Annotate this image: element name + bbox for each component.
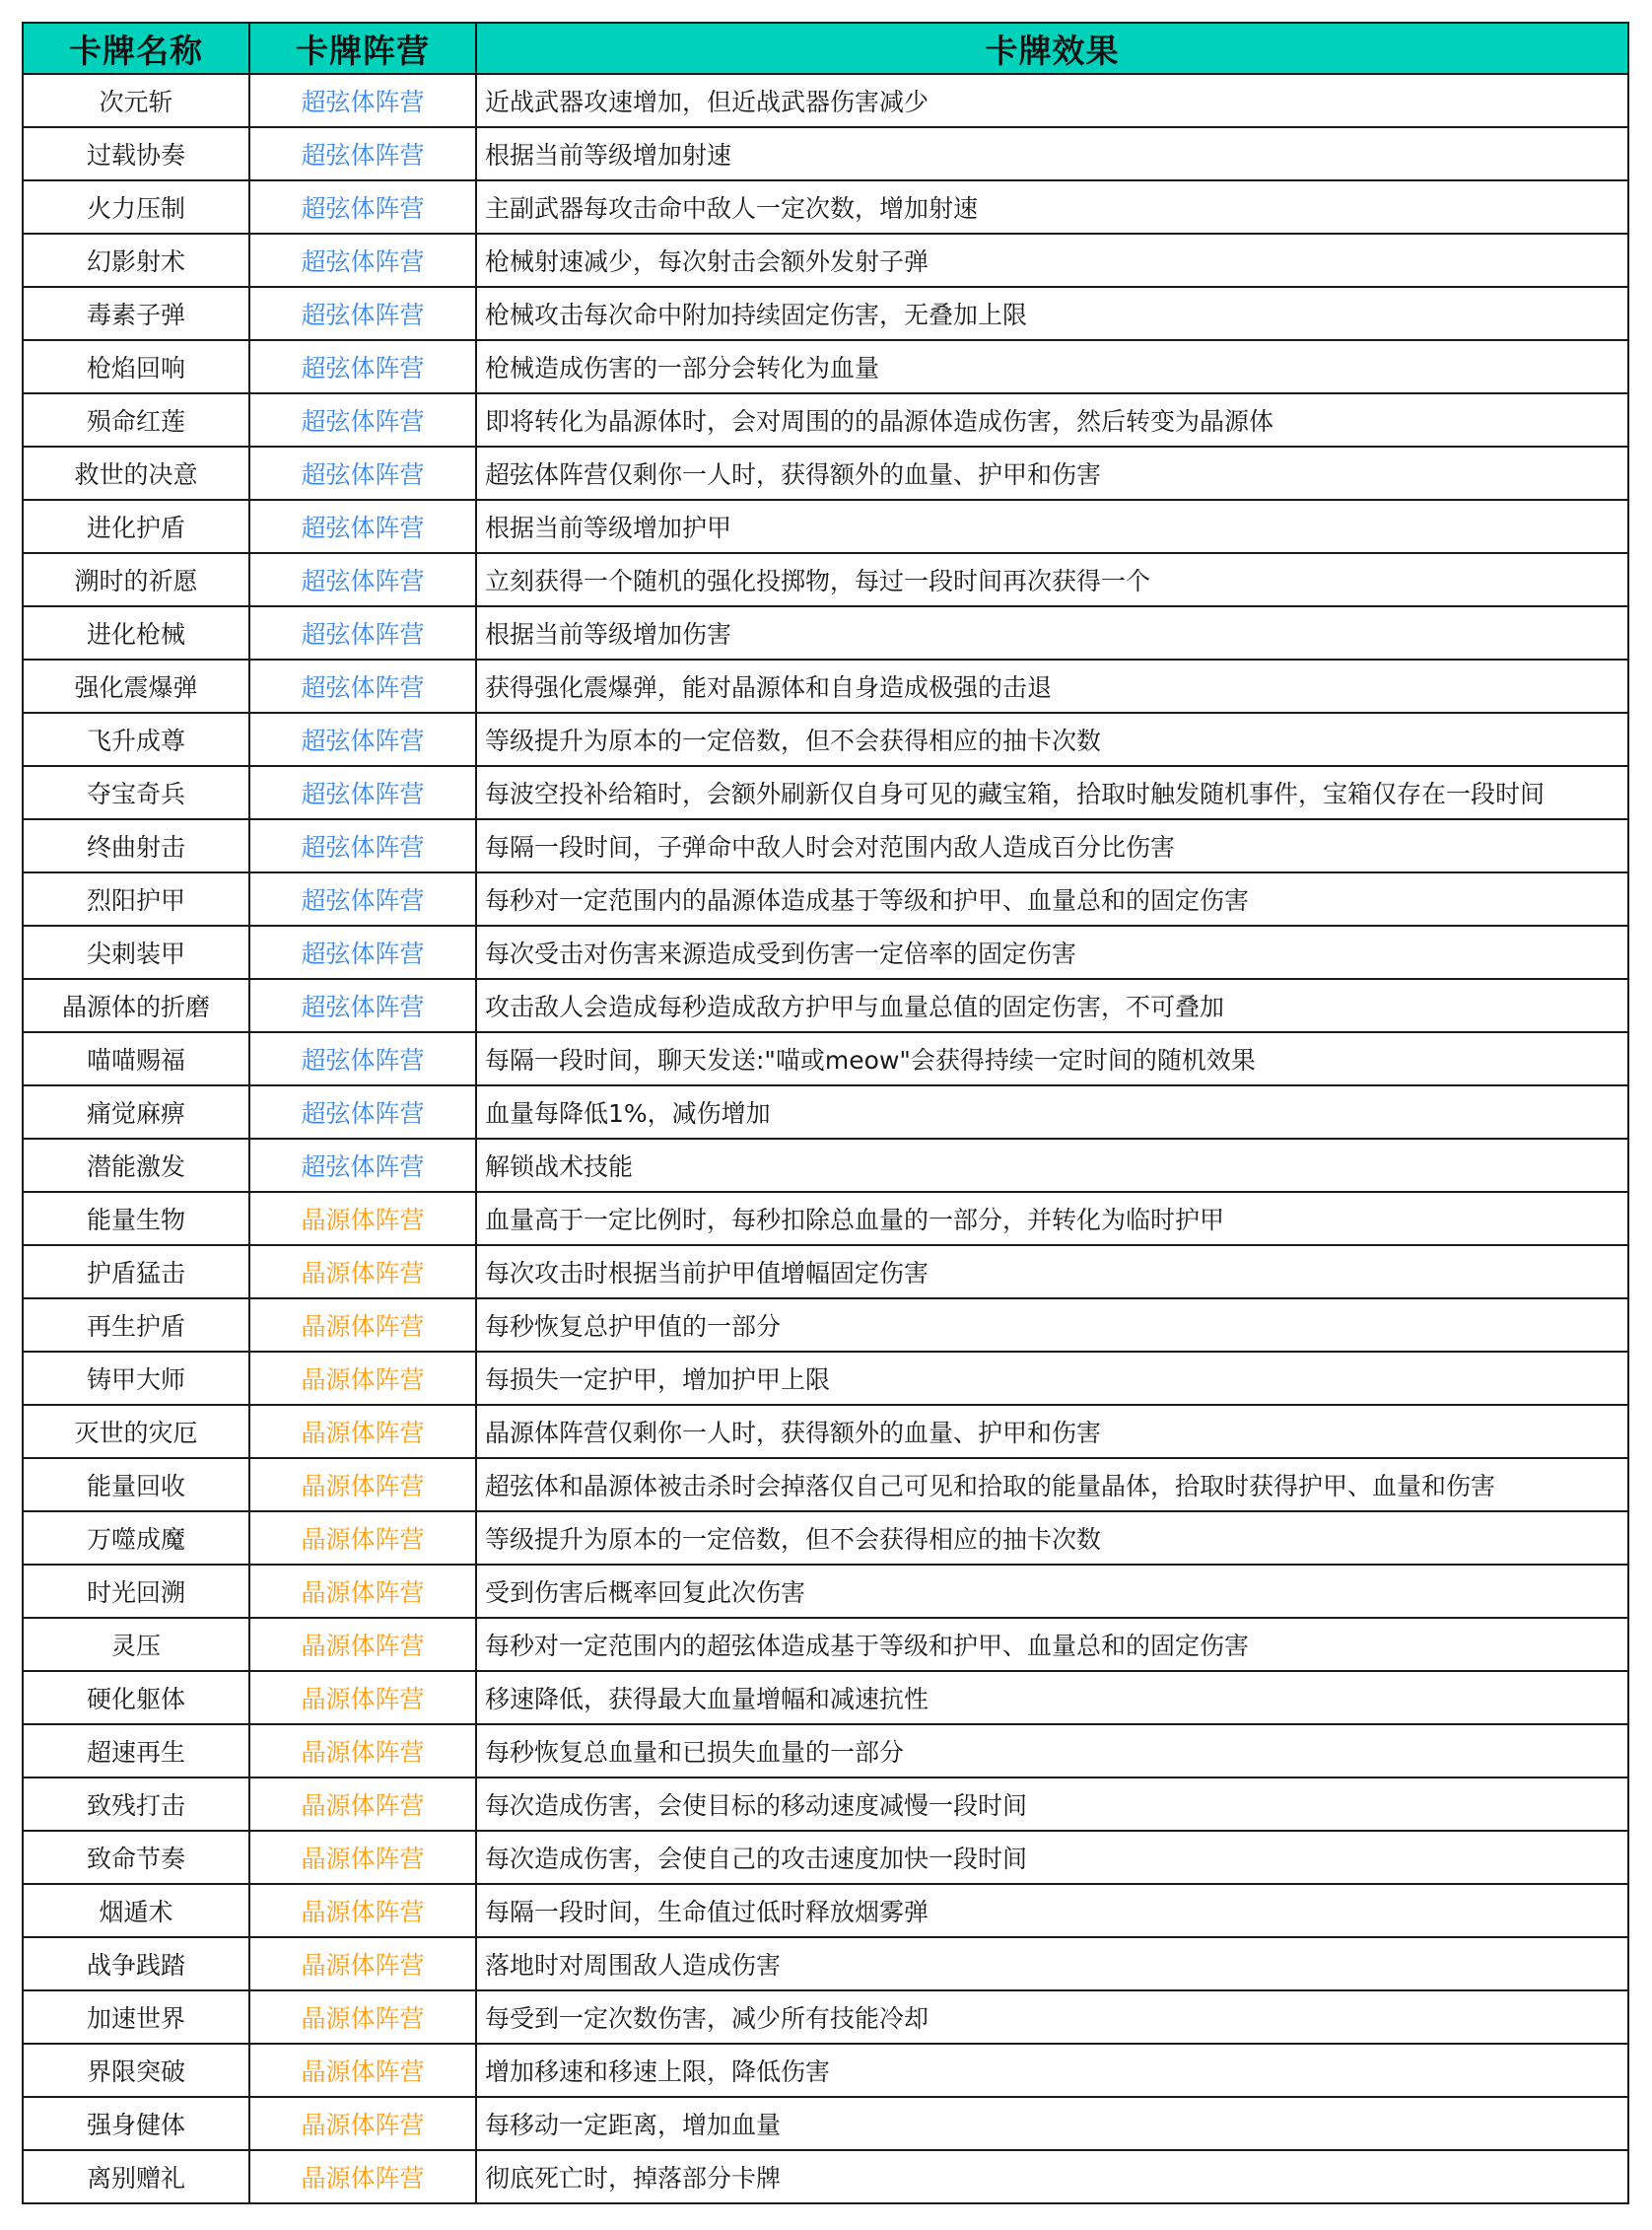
table-row	[23, 2097, 1628, 2150]
card-camp-cell: 晶源体阵营	[249, 1245, 476, 1298]
card-camp-cell: 晶源体阵营	[249, 1990, 476, 2044]
card-effect-cell: 枪械射速减少，每次射击会额外发射子弹	[476, 234, 1628, 287]
card-name-cell: 救世的决意	[23, 447, 249, 500]
card-effect-cell: 每秒恢复总护甲值的一部分	[476, 1298, 1628, 1352]
card-name-cell: 进化护盾	[23, 500, 249, 553]
card-name-cell: 时光回溯	[23, 1565, 249, 1618]
card-effect-cell: 等级提升为原本的一定倍数，但不会获得相应的抽卡次数	[476, 1511, 1628, 1565]
card-name-cell: 超速再生	[23, 1724, 249, 1777]
card-camp-cell: 晶源体阵营	[249, 1352, 476, 1405]
card-name-cell: 烈阳护甲	[23, 872, 249, 926]
card-effect-cell: 每次造成伤害，会使目标的移动速度减慢一段时间	[476, 1777, 1628, 1831]
table-row	[23, 1192, 1628, 1245]
card-name-cell: 痛觉麻痹	[23, 1085, 249, 1139]
card-name-cell: 战争践踏	[23, 1937, 249, 1990]
card-effect-cell: 获得强化震爆弹，能对晶源体和自身造成极强的击退	[476, 660, 1628, 713]
card-effect-cell: 枪械攻击每次命中附加持续固定伤害，无叠加上限	[476, 287, 1628, 340]
card-camp-cell: 晶源体阵营	[249, 1405, 476, 1458]
card-effect-cell: 立刻获得一个随机的强化投掷物，每过一段时间再次获得一个	[476, 553, 1628, 606]
table-row	[23, 2044, 1628, 2097]
table-row	[23, 926, 1628, 979]
card-name-cell: 能量生物	[23, 1192, 249, 1245]
card-effect-cell: 落地时对周围敌人造成伤害	[476, 1937, 1628, 1990]
card-camp-cell: 超弦体阵营	[249, 819, 476, 872]
card-effect-cell: 攻击敌人会造成每秒造成敌方护甲与血量总值的固定伤害，不可叠加	[476, 979, 1628, 1032]
card-effect-cell: 每次攻击时根据当前护甲值增幅固定伤害	[476, 1245, 1628, 1298]
card-camp-cell: 晶源体阵营	[249, 1192, 476, 1245]
card-camp-cell: 晶源体阵营	[249, 1565, 476, 1618]
table-header	[23, 23, 1628, 74]
card-name-cell: 护盾猛击	[23, 1245, 249, 1298]
table-row	[23, 1724, 1628, 1777]
card-camp-cell: 晶源体阵营	[249, 1937, 476, 1990]
card-effect-cell: 根据当前等级增加射速	[476, 127, 1628, 180]
card-effect-cell: 移速降低，获得最大血量增幅和减速抗性	[476, 1671, 1628, 1724]
card-camp-cell: 晶源体阵营	[249, 1671, 476, 1724]
card-name-cell: 能量回收	[23, 1458, 249, 1511]
card-effect-cell: 血量高于一定比例时，每秒扣除总血量的一部分，并转化为临时护甲	[476, 1192, 1628, 1245]
card-camp-cell: 晶源体阵营	[249, 1458, 476, 1511]
table-row	[23, 1937, 1628, 1990]
card-camp-cell: 超弦体阵营	[249, 340, 476, 393]
card-name-cell: 终曲射击	[23, 819, 249, 872]
card-camp-cell: 晶源体阵营	[249, 1831, 476, 1884]
card-effect-cell: 每损失一定护甲，增加护甲上限	[476, 1352, 1628, 1405]
card-effect-cell: 受到伤害后概率回复此次伤害	[476, 1565, 1628, 1618]
table-row	[23, 660, 1628, 713]
card-camp-cell: 晶源体阵营	[249, 1298, 476, 1352]
card-name-cell: 致命节奏	[23, 1831, 249, 1884]
table-row	[23, 979, 1628, 1032]
card-camp-cell: 晶源体阵营	[249, 2150, 476, 2203]
card-camp-cell: 超弦体阵营	[249, 500, 476, 553]
card-camp-cell: 超弦体阵营	[249, 1139, 476, 1192]
table-row	[23, 766, 1628, 819]
table-row	[23, 1618, 1628, 1671]
card-effect-cell: 每隔一段时间，生命值过低时释放烟雾弹	[476, 1884, 1628, 1937]
card-effect-cell: 解锁战术技能	[476, 1139, 1628, 1192]
card-name-cell: 尖刺装甲	[23, 926, 249, 979]
card-effect-cell: 根据当前等级增加伤害	[476, 606, 1628, 660]
card-camp-cell: 晶源体阵营	[249, 2044, 476, 2097]
table-row	[23, 606, 1628, 660]
card-effect-cell: 主副武器每攻击命中敌人一定次数，增加射速	[476, 180, 1628, 234]
table-row	[23, 1298, 1628, 1352]
card-name-cell: 加速世界	[23, 1990, 249, 2044]
table-row	[23, 1831, 1628, 1884]
card-camp-cell: 晶源体阵营	[249, 2097, 476, 2150]
table-row	[23, 1511, 1628, 1565]
table-row	[23, 553, 1628, 606]
card-effect-cell: 晶源体阵营仅剩你一人时，获得额外的血量、护甲和伤害	[476, 1405, 1628, 1458]
card-name-cell: 烟遁术	[23, 1884, 249, 1937]
card-camp-cell: 超弦体阵营	[249, 926, 476, 979]
card-effect-cell: 等级提升为原本的一定倍数，但不会获得相应的抽卡次数	[476, 713, 1628, 766]
card-effect-cell: 每隔一段时间，聊天发送:"喵或meow"会获得持续一定时间的随机效果	[476, 1032, 1628, 1085]
card-camp-cell: 超弦体阵营	[249, 766, 476, 819]
card-name-cell: 界限突破	[23, 2044, 249, 2097]
card-camp-cell: 超弦体阵营	[249, 234, 476, 287]
table-row	[23, 393, 1628, 447]
card-effect-cell: 增加移速和移速上限，降低伤害	[476, 2044, 1628, 2097]
card-camp-cell: 超弦体阵营	[249, 180, 476, 234]
card-name-cell: 灭世的灾厄	[23, 1405, 249, 1458]
card-name-cell: 枪焰回响	[23, 340, 249, 393]
card-effect-cell: 每秒对一定范围内的超弦体造成基于等级和护甲、血量总和的固定伤害	[476, 1618, 1628, 1671]
card-name-cell: 灵压	[23, 1618, 249, 1671]
card-name-cell: 进化枪械	[23, 606, 249, 660]
card-table	[22, 22, 1629, 2204]
card-name-cell: 离别赠礼	[23, 2150, 249, 2203]
card-name-cell: 强身健体	[23, 2097, 249, 2150]
card-name-cell: 幻影射术	[23, 234, 249, 287]
header-card-name: 卡牌名称	[23, 23, 249, 74]
card-name-cell: 晶源体的折磨	[23, 979, 249, 1032]
header-card-camp: 卡牌阵营	[249, 23, 476, 74]
table-row	[23, 1671, 1628, 1724]
card-camp-cell: 晶源体阵营	[249, 1511, 476, 1565]
card-effect-cell: 每波空投补给箱时，会额外刷新仅自身可见的藏宝箱，拾取时触发随机事件，宝箱仅存在一段时间	[476, 766, 1628, 819]
table-row	[23, 1352, 1628, 1405]
table-row	[23, 1245, 1628, 1298]
table-row	[23, 74, 1628, 127]
card-effect-cell: 每秒恢复总血量和已损失血量的一部分	[476, 1724, 1628, 1777]
card-camp-cell: 超弦体阵营	[249, 1085, 476, 1139]
table-row	[23, 713, 1628, 766]
card-camp-cell: 超弦体阵营	[249, 74, 476, 127]
card-name-cell: 过载协奏	[23, 127, 249, 180]
card-effect-cell: 每移动一定距离，增加血量	[476, 2097, 1628, 2150]
card-name-cell: 潜能激发	[23, 1139, 249, 1192]
table-row	[23, 1405, 1628, 1458]
card-effect-cell: 每次造成伤害，会使自己的攻击速度加快一段时间	[476, 1831, 1628, 1884]
card-camp-cell: 超弦体阵营	[249, 553, 476, 606]
card-camp-cell: 晶源体阵营	[249, 1777, 476, 1831]
table-row	[23, 234, 1628, 287]
card-name-cell: 再生护盾	[23, 1298, 249, 1352]
card-camp-cell: 超弦体阵营	[249, 660, 476, 713]
card-effect-cell: 超弦体阵营仅剩你一人时，获得额外的血量、护甲和伤害	[476, 447, 1628, 500]
card-camp-cell: 超弦体阵营	[249, 713, 476, 766]
card-name-cell: 殒命红莲	[23, 393, 249, 447]
card-camp-cell: 超弦体阵营	[249, 287, 476, 340]
table-row	[23, 287, 1628, 340]
header-row	[23, 23, 1628, 74]
table-row	[23, 1884, 1628, 1937]
card-effect-cell: 每受到一定次数伤害，减少所有技能冷却	[476, 1990, 1628, 2044]
card-name-cell: 火力压制	[23, 180, 249, 234]
card-name-cell: 毒素子弹	[23, 287, 249, 340]
card-effect-cell: 即将转化为晶源体时，会对周围的的晶源体造成伤害，然后转变为晶源体	[476, 393, 1628, 447]
card-camp-cell: 超弦体阵营	[249, 606, 476, 660]
card-name-cell: 夺宝奇兵	[23, 766, 249, 819]
table-row	[23, 1085, 1628, 1139]
table-body	[23, 74, 1628, 2203]
table-row	[23, 872, 1628, 926]
card-effect-cell: 彻底死亡时，掉落部分卡牌	[476, 2150, 1628, 2203]
card-camp-cell: 超弦体阵营	[249, 393, 476, 447]
table-row	[23, 1458, 1628, 1511]
table-row	[23, 500, 1628, 553]
table-row	[23, 819, 1628, 872]
card-camp-cell: 超弦体阵营	[249, 447, 476, 500]
card-name-cell: 次元斩	[23, 74, 249, 127]
card-camp-cell: 超弦体阵营	[249, 872, 476, 926]
card-effect-cell: 超弦体和晶源体被击杀时会掉落仅自己可见和拾取的能量晶体，拾取时获得护甲、血量和伤害	[476, 1458, 1628, 1511]
card-effect-cell: 每秒对一定范围内的晶源体造成基于等级和护甲、血量总和的固定伤害	[476, 872, 1628, 926]
card-name-cell: 喵喵赐福	[23, 1032, 249, 1085]
table-row	[23, 2150, 1628, 2203]
card-name-cell: 万噬成魔	[23, 1511, 249, 1565]
table-row	[23, 127, 1628, 180]
card-name-cell: 溯时的祈愿	[23, 553, 249, 606]
header-card-effect: 卡牌效果	[476, 23, 1628, 74]
table-row	[23, 1990, 1628, 2044]
table-row	[23, 1777, 1628, 1831]
card-camp-cell: 超弦体阵营	[249, 127, 476, 180]
card-camp-cell: 超弦体阵营	[249, 979, 476, 1032]
card-name-cell: 致残打击	[23, 1777, 249, 1831]
card-camp-cell: 晶源体阵营	[249, 1618, 476, 1671]
card-name-cell: 硬化躯体	[23, 1671, 249, 1724]
table-row	[23, 1032, 1628, 1085]
card-effect-cell: 根据当前等级增加护甲	[476, 500, 1628, 553]
card-effect-cell: 每隔一段时间，子弹命中敌人时会对范围内敌人造成百分比伤害	[476, 819, 1628, 872]
card-name-cell: 铸甲大师	[23, 1352, 249, 1405]
card-effect-cell: 枪械造成伤害的一部分会转化为血量	[476, 340, 1628, 393]
table-row	[23, 340, 1628, 393]
card-effect-cell: 每次受击对伤害来源造成受到伤害一定倍率的固定伤害	[476, 926, 1628, 979]
card-camp-cell: 晶源体阵营	[249, 1884, 476, 1937]
card-effect-cell: 血量每降低1%，减伤增加	[476, 1085, 1628, 1139]
card-name-cell: 强化震爆弹	[23, 660, 249, 713]
table-row	[23, 1139, 1628, 1192]
card-name-cell: 飞升成尊	[23, 713, 249, 766]
card-camp-cell: 晶源体阵营	[249, 1724, 476, 1777]
table-row	[23, 447, 1628, 500]
table-row	[23, 180, 1628, 234]
card-camp-cell: 超弦体阵营	[249, 1032, 476, 1085]
card-effect-cell: 近战武器攻速增加，但近战武器伤害减少	[476, 74, 1628, 127]
table-row	[23, 1565, 1628, 1618]
